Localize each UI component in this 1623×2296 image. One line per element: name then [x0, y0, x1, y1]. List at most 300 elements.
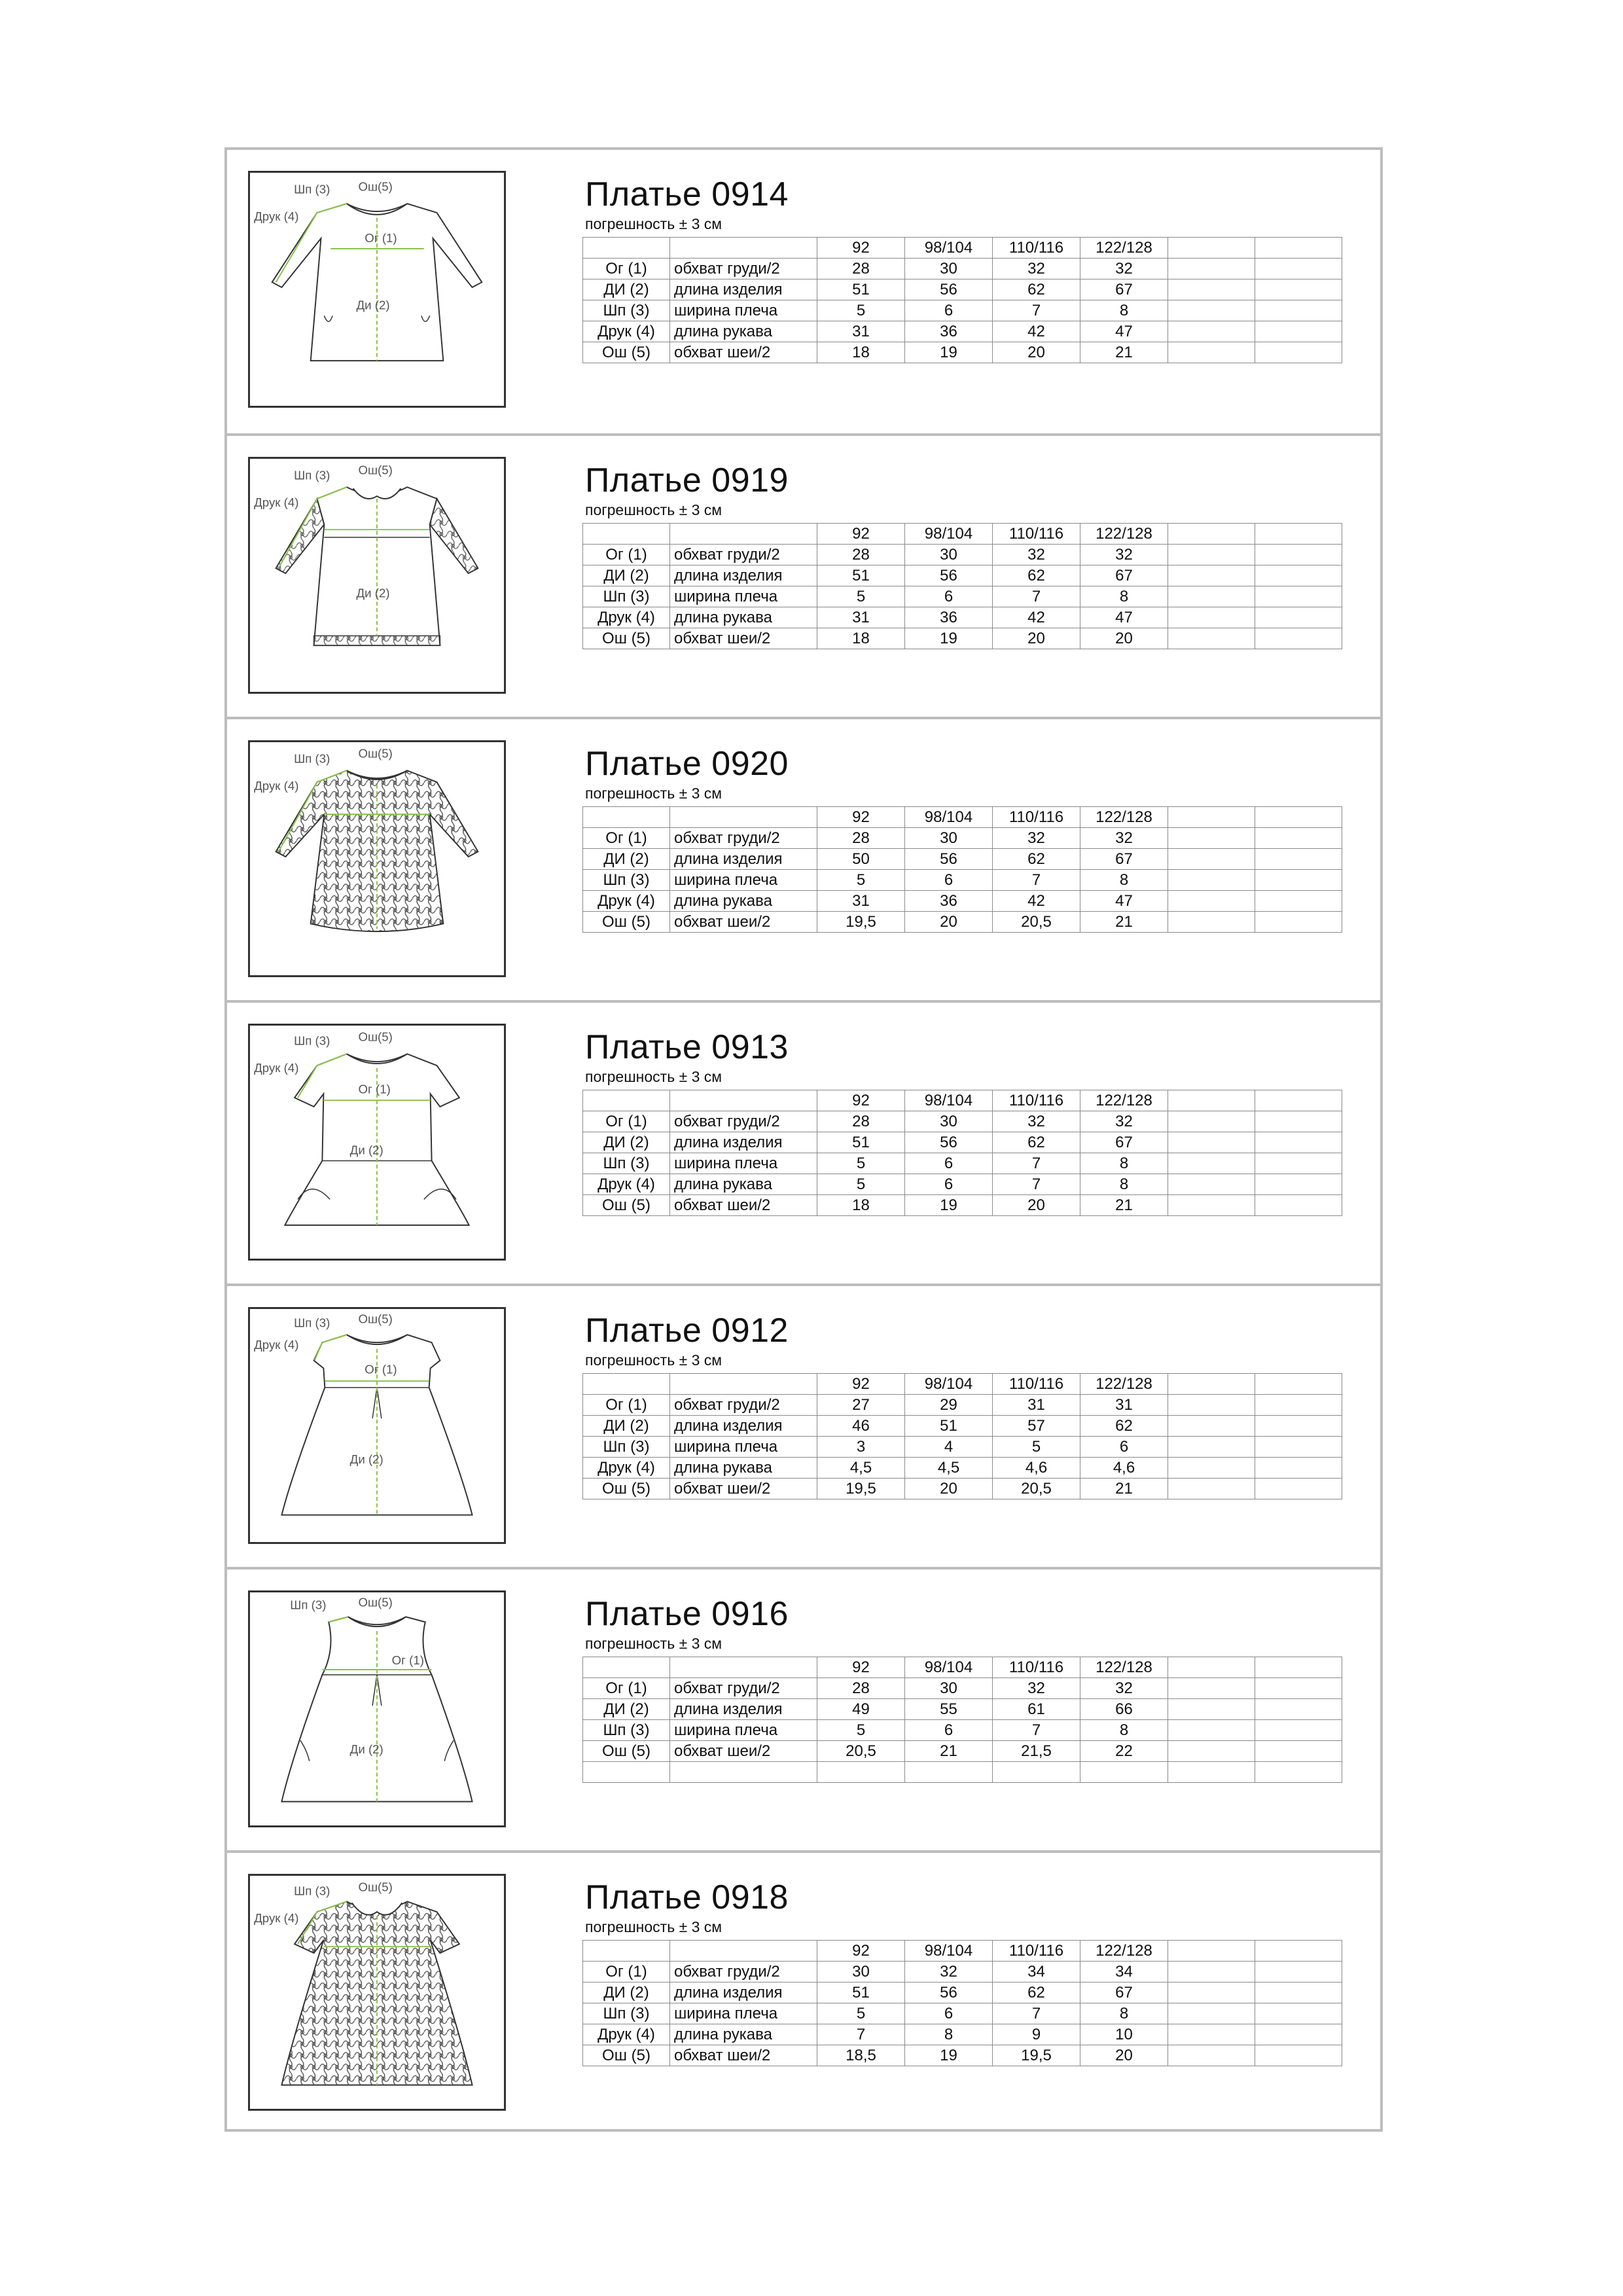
table-cell: 8 — [1080, 300, 1168, 321]
table-cell: 5 — [817, 2003, 905, 2024]
size-header: 110/116 — [993, 807, 1080, 828]
table-cell: 56 — [905, 565, 993, 586]
table-cell: 8 — [905, 2024, 993, 2045]
table-cell: 32 — [905, 1962, 993, 1982]
table-cell — [817, 1762, 905, 1783]
table-row — [583, 1132, 1342, 1153]
table-cell: 3 — [817, 1437, 905, 1458]
table-cell: 56 — [905, 1982, 993, 2003]
table-cell: 32 — [1080, 1678, 1168, 1699]
table-header-row — [583, 1374, 1342, 1395]
dress-diagram-0912 — [248, 1307, 506, 1544]
product-title: Платье 0920 — [585, 745, 789, 783]
table-row — [583, 1153, 1342, 1174]
dress-diagram-0920 — [248, 740, 506, 977]
table-cell: 20,5 — [993, 1479, 1080, 1499]
table-cell: 28 — [817, 259, 905, 279]
table-cell: 18 — [817, 1195, 905, 1216]
measure-code — [583, 1762, 670, 1783]
table-row — [583, 828, 1342, 849]
measure-code: Друк (4) — [583, 607, 670, 628]
table-row — [583, 912, 1342, 933]
product-section-0919 — [227, 433, 1380, 719]
table-row — [583, 2045, 1342, 2066]
table-cell: 31 — [817, 607, 905, 628]
size-header: 110/116 — [993, 1657, 1080, 1678]
measure-name: обхват груди/2 — [670, 1395, 817, 1416]
table-cell: 32 — [993, 545, 1080, 565]
table-cell: 28 — [817, 545, 905, 565]
table-cell: 56 — [905, 279, 993, 300]
table-cell: 67 — [1080, 1132, 1168, 1153]
table-row — [583, 2003, 1342, 2024]
size-table — [582, 237, 1342, 363]
product-title: Платье 0912 — [585, 1312, 789, 1350]
table-row — [583, 300, 1342, 321]
neck-label: Ош(5) — [358, 746, 393, 761]
measure-code: ДИ (2) — [583, 565, 670, 586]
size-header: 122/128 — [1080, 524, 1168, 545]
table-cell: 19,5 — [817, 912, 905, 933]
size-table — [582, 1373, 1342, 1499]
measure-name: длина изделия — [670, 1982, 817, 2003]
size-header: 122/128 — [1080, 238, 1168, 259]
table-row — [583, 586, 1342, 607]
table-cell — [993, 1762, 1080, 1783]
measure-code: Друк (4) — [583, 1174, 670, 1195]
measure-name: ширина плеча — [670, 586, 817, 607]
table-cell: 32 — [993, 828, 1080, 849]
product-title: Платье 0919 — [585, 461, 789, 499]
table-cell: 29 — [905, 1395, 993, 1416]
table-cell: 46 — [817, 1416, 905, 1437]
sleeve-label: Друк (4) — [254, 1337, 299, 1352]
chest-label: Ог (1) — [365, 231, 397, 245]
table-cell: 8 — [1080, 870, 1168, 891]
measure-name: длина рукава — [670, 607, 817, 628]
size-header: 98/104 — [905, 1090, 993, 1111]
measure-name: обхват груди/2 — [670, 259, 817, 279]
table-cell: 32 — [993, 1111, 1080, 1132]
table-cell: 32 — [1080, 545, 1168, 565]
table-cell: 7 — [993, 1153, 1080, 1174]
table-cell: 47 — [1080, 607, 1168, 628]
measure-name: ширина плеча — [670, 1720, 817, 1741]
measure-name: обхват шеи/2 — [670, 628, 817, 649]
size-header: 92 — [817, 1657, 905, 1678]
measure-code: Ог (1) — [583, 259, 670, 279]
table-cell: 8 — [1080, 2003, 1168, 2024]
dress-diagram-0913 — [248, 1024, 506, 1261]
table-row — [583, 1416, 1342, 1437]
table-cell: 20 — [905, 912, 993, 933]
measure-name: обхват груди/2 — [670, 828, 817, 849]
table-cell: 5 — [817, 1153, 905, 1174]
shoulder-label: Шп (3) — [294, 1316, 330, 1330]
chest-label: Ог (1) — [358, 1082, 391, 1096]
size-chart-sheet — [224, 147, 1383, 2132]
table-cell: 67 — [1080, 1982, 1168, 2003]
measure-name: обхват шеи/2 — [670, 1479, 817, 1499]
measure-code: Ог (1) — [583, 1678, 670, 1699]
table-cell: 6 — [905, 1720, 993, 1741]
measure-name: обхват груди/2 — [670, 545, 817, 565]
table-cell: 18 — [817, 342, 905, 363]
product-section-0914 — [227, 150, 1380, 433]
measure-code: ДИ (2) — [583, 1416, 670, 1437]
table-cell: 31 — [1080, 1395, 1168, 1416]
table-cell: 21 — [1080, 912, 1168, 933]
table-row — [583, 1395, 1342, 1416]
table-cell: 20,5 — [817, 1741, 905, 1762]
table-row — [583, 565, 1342, 586]
size-header: 92 — [817, 807, 905, 828]
measure-code: ДИ (2) — [583, 1699, 670, 1720]
length-label: Ди (2) — [349, 1452, 383, 1467]
table-cell: 27 — [817, 1395, 905, 1416]
table-row — [583, 1174, 1342, 1195]
table-cell: 19,5 — [993, 2045, 1080, 2066]
size-header: 92 — [817, 524, 905, 545]
table-cell: 67 — [1080, 849, 1168, 870]
size-header: 122/128 — [1080, 1941, 1168, 1962]
table-row — [583, 545, 1342, 565]
measure-name: длина рукава — [670, 891, 817, 912]
size-header: 92 — [817, 1090, 905, 1111]
measure-name: обхват шеи/2 — [670, 1195, 817, 1216]
table-cell: 21,5 — [993, 1741, 1080, 1762]
table-cell: 4,5 — [817, 1458, 905, 1479]
size-header: 98/104 — [905, 807, 993, 828]
table-cell: 8 — [1080, 1720, 1168, 1741]
table-cell: 32 — [1080, 828, 1168, 849]
neck-label: Ош(5) — [358, 1030, 393, 1044]
table-cell: 21 — [1080, 1479, 1168, 1499]
table-cell: 30 — [905, 1111, 993, 1132]
neck-label: Ош(5) — [358, 1595, 393, 1609]
table-cell: 4 — [905, 1437, 993, 1458]
table-row — [583, 259, 1342, 279]
size-header: 98/104 — [905, 1374, 993, 1395]
table-cell: 18 — [817, 628, 905, 649]
table-row — [583, 1699, 1342, 1720]
size-header: 92 — [817, 1941, 905, 1962]
measure-name: длина изделия — [670, 1416, 817, 1437]
tolerance-note: погрешность ± 3 см — [585, 215, 722, 232]
table-row — [583, 1982, 1342, 2003]
length-label: Ди (2) — [349, 1143, 383, 1157]
shoulder-label: Шп (3) — [290, 1598, 327, 1612]
table-cell: 32 — [1080, 1111, 1168, 1132]
product-section-0913 — [227, 1000, 1380, 1286]
size-table — [582, 1090, 1342, 1216]
table-row — [583, 2024, 1342, 2045]
measure-code: Шп (3) — [583, 2003, 670, 2024]
table-cell: 8 — [1080, 586, 1168, 607]
measure-name — [670, 1762, 817, 1783]
product-section-0916 — [227, 1567, 1380, 1853]
measure-name: длина изделия — [670, 279, 817, 300]
table-cell: 42 — [993, 891, 1080, 912]
measure-name: длина изделия — [670, 1699, 817, 1720]
table-cell: 28 — [817, 1111, 905, 1132]
measure-name: обхват груди/2 — [670, 1111, 817, 1132]
table-cell: 36 — [905, 321, 993, 342]
tolerance-note: погрешность ± 3 см — [585, 1068, 722, 1085]
size-header: 92 — [817, 1374, 905, 1395]
table-cell: 30 — [905, 545, 993, 565]
size-header: 110/116 — [993, 1090, 1080, 1111]
dress-diagram-0916 — [248, 1590, 506, 1827]
tolerance-note: погрешность ± 3 см — [585, 1352, 722, 1369]
neck-label: Ош(5) — [358, 463, 393, 477]
tolerance-note: погрешность ± 3 см — [585, 501, 722, 518]
table-cell: 6 — [1080, 1437, 1168, 1458]
table-row — [583, 870, 1342, 891]
dress-diagram-0914 — [248, 171, 506, 408]
sleeve-label: Друк (4) — [254, 1910, 299, 1925]
table-cell: 30 — [905, 1678, 993, 1699]
table-row — [583, 1458, 1342, 1479]
table-cell: 21 — [905, 1741, 993, 1762]
measure-code: Шп (3) — [583, 300, 670, 321]
length-label: Ди (2) — [356, 586, 390, 600]
table-cell: 6 — [905, 870, 993, 891]
table-row — [583, 1437, 1342, 1458]
table-cell: 56 — [905, 1132, 993, 1153]
measure-name: обхват шеи/2 — [670, 2045, 817, 2066]
table-row — [583, 849, 1342, 870]
measure-code: Шп (3) — [583, 586, 670, 607]
measure-code: Ош (5) — [583, 1741, 670, 1762]
measure-code: ДИ (2) — [583, 279, 670, 300]
measure-code: Ош (5) — [583, 912, 670, 933]
table-cell: 6 — [905, 1174, 993, 1195]
table-cell: 5 — [817, 1174, 905, 1195]
table-cell: 19 — [905, 342, 993, 363]
size-table — [582, 1940, 1342, 2066]
table-header-row — [583, 807, 1342, 828]
table-cell: 57 — [993, 1416, 1080, 1437]
table-cell: 62 — [993, 565, 1080, 586]
table-cell: 67 — [1080, 279, 1168, 300]
measure-name: ширина плеча — [670, 870, 817, 891]
measure-name: обхват груди/2 — [670, 1962, 817, 1982]
table-cell: 32 — [1080, 259, 1168, 279]
measure-name: ширина плеча — [670, 1437, 817, 1458]
shoulder-label: Шп (3) — [294, 751, 330, 766]
size-header: 110/116 — [993, 524, 1080, 545]
measure-name: ширина плеча — [670, 300, 817, 321]
table-row — [583, 1111, 1342, 1132]
measure-name: обхват шеи/2 — [670, 342, 817, 363]
neck-label: Ош(5) — [358, 1312, 393, 1326]
table-cell: 51 — [817, 565, 905, 586]
measure-code: Ош (5) — [583, 628, 670, 649]
table-cell: 4,6 — [1080, 1458, 1168, 1479]
size-header: 98/104 — [905, 1657, 993, 1678]
measure-code: ДИ (2) — [583, 1132, 670, 1153]
measure-name: обхват груди/2 — [670, 1678, 817, 1699]
size-header: 110/116 — [993, 238, 1080, 259]
table-header-row — [583, 1657, 1342, 1678]
product-section-0912 — [227, 1283, 1380, 1570]
measure-code: Шп (3) — [583, 870, 670, 891]
table-cell: 62 — [993, 1132, 1080, 1153]
size-header: 122/128 — [1080, 1657, 1168, 1678]
size-header: 92 — [817, 238, 905, 259]
shoulder-label: Шп (3) — [294, 1884, 330, 1898]
measure-name: длина рукава — [670, 1174, 817, 1195]
measure-name: длина рукава — [670, 321, 817, 342]
table-cell: 7 — [817, 2024, 905, 2045]
table-cell: 20 — [905, 1479, 993, 1499]
table-cell: 55 — [905, 1699, 993, 1720]
measure-code: Ош (5) — [583, 1195, 670, 1216]
table-cell: 22 — [1080, 1741, 1168, 1762]
table-cell: 50 — [817, 849, 905, 870]
size-header: 98/104 — [905, 1941, 993, 1962]
shoulder-label: Шп (3) — [294, 1033, 330, 1048]
measure-code: Шп (3) — [583, 1720, 670, 1741]
table-row — [583, 1195, 1342, 1216]
table-cell: 62 — [993, 1982, 1080, 2003]
table-header-row — [583, 1941, 1342, 1962]
table-cell: 47 — [1080, 891, 1168, 912]
size-header: 122/128 — [1080, 1374, 1168, 1395]
table-cell: 5 — [817, 586, 905, 607]
table-cell: 32 — [993, 1678, 1080, 1699]
table-cell: 28 — [817, 1678, 905, 1699]
table-header-row — [583, 524, 1342, 545]
measure-name: обхват шеи/2 — [670, 1741, 817, 1762]
table-cell: 36 — [905, 891, 993, 912]
neck-label: Ош(5) — [358, 1880, 393, 1894]
table-cell: 19 — [905, 1195, 993, 1216]
table-cell: 34 — [993, 1962, 1080, 1982]
table-cell: 61 — [993, 1699, 1080, 1720]
table-cell: 28 — [817, 828, 905, 849]
table-cell: 7 — [993, 586, 1080, 607]
measure-code: Ог (1) — [583, 545, 670, 565]
size-header: 122/128 — [1080, 807, 1168, 828]
table-cell: 20 — [993, 628, 1080, 649]
shoulder-label: Шп (3) — [294, 468, 330, 482]
length-label: Ди (2) — [356, 298, 390, 312]
table-header-row — [583, 1090, 1342, 1111]
table-cell: 6 — [905, 1153, 993, 1174]
table-cell: 21 — [1080, 342, 1168, 363]
table-cell: 51 — [817, 1132, 905, 1153]
table-cell: 5 — [817, 870, 905, 891]
table-row — [583, 607, 1342, 628]
table-cell: 49 — [817, 1699, 905, 1720]
table-cell: 42 — [993, 607, 1080, 628]
tolerance-note: погрешность ± 3 см — [585, 1635, 722, 1652]
measure-name: длина рукава — [670, 2024, 817, 2045]
size-header: 110/116 — [993, 1941, 1080, 1962]
table-cell: 8 — [1080, 1174, 1168, 1195]
dress-diagram-0919 — [248, 457, 506, 694]
measure-code: Ог (1) — [583, 1111, 670, 1132]
size-header: 122/128 — [1080, 1090, 1168, 1111]
table-cell: 19,5 — [817, 1479, 905, 1499]
table-cell: 31 — [817, 321, 905, 342]
table-cell: 8 — [1080, 1153, 1168, 1174]
table-header-row — [583, 238, 1342, 259]
table-cell: 20 — [1080, 628, 1168, 649]
measure-code: Ог (1) — [583, 1962, 670, 1982]
table-cell: 62 — [993, 849, 1080, 870]
table-row — [583, 1678, 1342, 1699]
measure-code: Ог (1) — [583, 828, 670, 849]
table-cell: 30 — [817, 1962, 905, 1982]
chest-label: Ог (1) — [391, 1653, 424, 1668]
size-table — [582, 523, 1342, 649]
sleeve-label: Друк (4) — [254, 1060, 299, 1075]
tolerance-note: погрешность ± 3 см — [585, 1918, 722, 1935]
table-cell — [905, 1762, 993, 1783]
table-cell: 9 — [993, 2024, 1080, 2045]
table-cell: 20,5 — [993, 912, 1080, 933]
table-cell: 42 — [993, 321, 1080, 342]
size-table — [582, 1657, 1342, 1783]
table-cell: 7 — [993, 1720, 1080, 1741]
table-cell: 10 — [1080, 2024, 1168, 2045]
table-row — [583, 321, 1342, 342]
table-cell: 7 — [993, 2003, 1080, 2024]
table-cell: 30 — [905, 259, 993, 279]
size-header: 110/116 — [993, 1374, 1080, 1395]
table-cell: 51 — [905, 1416, 993, 1437]
table-cell: 5 — [817, 1720, 905, 1741]
table-cell: 19 — [905, 2045, 993, 2066]
table-cell: 62 — [993, 279, 1080, 300]
measure-name: ширина плеча — [670, 1153, 817, 1174]
table-cell: 20 — [1080, 2045, 1168, 2066]
measure-code: Друк (4) — [583, 321, 670, 342]
table-cell: 5 — [993, 1437, 1080, 1458]
chest-label: Ог (1) — [365, 1362, 397, 1376]
measure-code: Ош (5) — [583, 2045, 670, 2066]
product-section-0920 — [227, 717, 1380, 1003]
product-title: Платье 0916 — [585, 1595, 789, 1633]
table-row — [583, 279, 1342, 300]
table-cell: 66 — [1080, 1699, 1168, 1720]
measure-code: Друк (4) — [583, 891, 670, 912]
table-cell: 18,5 — [817, 2045, 905, 2066]
table-row — [583, 342, 1342, 363]
product-title: Платье 0913 — [585, 1028, 789, 1066]
table-cell: 6 — [905, 300, 993, 321]
size-header: 98/104 — [905, 238, 993, 259]
size-header: 98/104 — [905, 524, 993, 545]
product-section-0918 — [227, 1850, 1380, 2136]
measure-code: Шп (3) — [583, 1437, 670, 1458]
measure-code: ДИ (2) — [583, 849, 670, 870]
length-label: Ди (2) — [349, 1742, 383, 1756]
table-row — [583, 1720, 1342, 1741]
table-cell: 36 — [905, 607, 993, 628]
table-cell: 7 — [993, 1174, 1080, 1195]
table-cell: 30 — [905, 828, 993, 849]
table-cell: 4,5 — [905, 1458, 993, 1479]
measure-code: Ош (5) — [583, 1479, 670, 1499]
measure-code: Шп (3) — [583, 1153, 670, 1174]
table-cell: 6 — [905, 586, 993, 607]
sleeve-label: Друк (4) — [254, 209, 299, 223]
table-cell: 47 — [1080, 321, 1168, 342]
